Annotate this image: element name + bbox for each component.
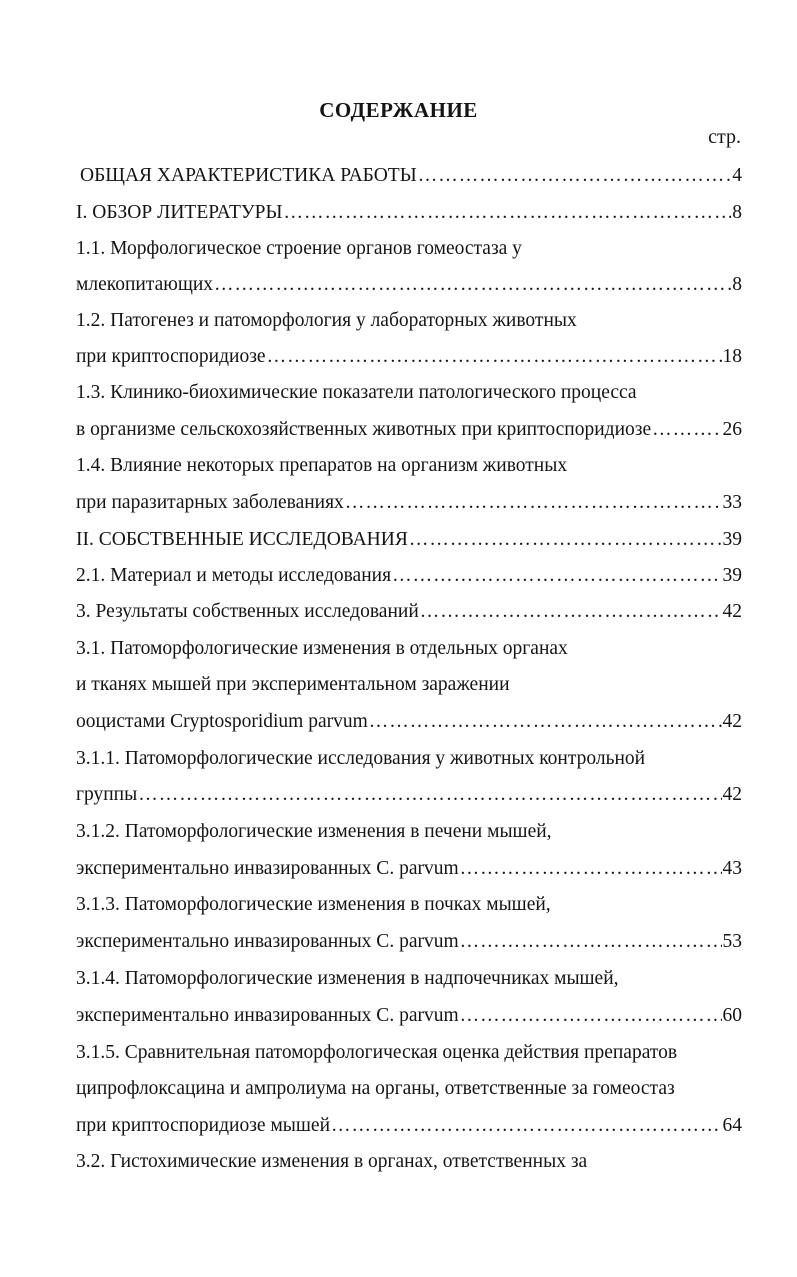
toc-page-number: 60 bbox=[722, 1005, 742, 1026]
dot-leader bbox=[284, 200, 732, 226]
toc-entry-text: экспериментально инвазированных C. parvum bbox=[76, 858, 459, 879]
toc-page-number: 4 bbox=[732, 165, 742, 186]
toc-entry-text: 3.1.5. Сравнительная патоморфологическая оценка действия препаратов bbox=[76, 1042, 678, 1063]
dot-leader bbox=[138, 782, 721, 808]
toc-entry-text: экспериментально инвазированных C. parvum bbox=[76, 1005, 459, 1026]
dot-leader bbox=[460, 856, 722, 882]
toc-line bbox=[76, 746, 742, 772]
toc-line bbox=[76, 672, 742, 698]
toc-line bbox=[76, 599, 742, 625]
toc-line bbox=[76, 709, 742, 735]
toc-line bbox=[76, 308, 742, 334]
toc-page-number: 18 bbox=[722, 346, 742, 367]
toc-page-number: 33 bbox=[722, 492, 742, 513]
toc-entry-text: при криптоспоридиозе bbox=[76, 346, 266, 367]
toc-entry-text: I. ОБЗОР ЛИТЕРАТУРЫ bbox=[76, 202, 283, 223]
toc-entry-text: 3.2. Гистохимические изменения в органах, ответственных за bbox=[76, 1151, 588, 1172]
toc-entry-text: II. СОБСТВЕННЫЕ ИССЛЕДОВАНИЯ bbox=[76, 529, 408, 550]
toc-entry-text: 1.2. Патогенез и патоморфология у лабораторных животных bbox=[76, 310, 577, 331]
dot-leader bbox=[418, 163, 732, 189]
toc-line bbox=[76, 892, 742, 918]
toc-line bbox=[76, 819, 742, 845]
toc-entry-text: 1.4. Влияние некоторых препаратов на организм животных bbox=[76, 455, 568, 476]
dot-leader bbox=[460, 929, 722, 955]
toc-page-number: 8 bbox=[732, 274, 742, 295]
toc-entry-text: при паразитарных заболеваниях bbox=[76, 492, 344, 513]
toc-line bbox=[76, 236, 742, 262]
toc-line bbox=[76, 929, 742, 955]
toc-line bbox=[76, 527, 742, 553]
toc-page-number: 39 bbox=[722, 529, 742, 550]
toc-page-number: 42 bbox=[722, 784, 742, 805]
toc-line bbox=[76, 856, 742, 882]
toc-line bbox=[76, 490, 742, 516]
toc-entry-text: 2.1. Материал и методы исследования bbox=[76, 565, 392, 586]
toc-line bbox=[76, 417, 742, 443]
toc-entry-text: 3.1.4. Патоморфологические изменения в надпочечниках мышей, bbox=[76, 968, 619, 989]
dot-leader bbox=[420, 599, 722, 625]
toc-entry-text: 3.1.1. Патоморфологические исследования у животных контрольной bbox=[76, 748, 646, 769]
dot-leader bbox=[652, 417, 721, 443]
dot-leader bbox=[331, 1113, 721, 1139]
toc-title: СОДЕРЖАНИЕ bbox=[319, 98, 478, 122]
dot-leader bbox=[392, 563, 721, 589]
toc-entry-text: экспериментально инвазированных C. parvum bbox=[76, 931, 459, 952]
toc-entry-text: 1.3. Клинико-биохимические показатели патологического процесса bbox=[76, 382, 637, 403]
toc-page-number: 53 bbox=[722, 931, 742, 952]
toc-entry-text: 3. Результаты собственных исследований bbox=[76, 601, 419, 622]
toc-line bbox=[76, 1003, 742, 1029]
dot-leader bbox=[409, 527, 722, 553]
toc-entry-text: в организме сельскохозяйственных животных при криптоспоридиозе bbox=[76, 419, 652, 440]
toc-line bbox=[76, 1113, 742, 1139]
toc-page-number: 64 bbox=[722, 1115, 742, 1136]
page-column-label: стр. bbox=[708, 126, 741, 148]
toc-line bbox=[76, 344, 742, 370]
dot-leader bbox=[267, 344, 722, 370]
toc-page-number: 43 bbox=[722, 858, 742, 879]
toc-entry-text: и тканях мышей при экспериментальном заражении bbox=[76, 674, 510, 695]
toc-page-number: 8 bbox=[732, 202, 742, 223]
toc-entry-text: 3.1.3. Патоморфологические изменения в почках мышей, bbox=[76, 894, 551, 915]
toc-line bbox=[76, 636, 742, 662]
toc-line bbox=[76, 782, 742, 808]
toc-line bbox=[76, 453, 742, 479]
toc-page-number: 42 bbox=[722, 601, 742, 622]
toc-line bbox=[76, 272, 742, 298]
toc-entry-text: при криптоспоридиозе мышей bbox=[76, 1115, 331, 1136]
toc-page-number: 26 bbox=[722, 419, 742, 440]
toc-line bbox=[76, 380, 742, 406]
dot-leader bbox=[214, 272, 731, 298]
toc-entry-text: 3.1.2. Патоморфологические изменения в печени мышей, bbox=[76, 821, 552, 842]
toc-line bbox=[76, 1076, 742, 1102]
toc-entry-text: ооцистами Cryptosporidium parvum bbox=[76, 711, 368, 732]
toc-entry-text: ОБЩАЯ ХАРАКТЕРИСТИКА РАБОТЫ bbox=[80, 165, 417, 186]
toc-entry-text: группы bbox=[76, 784, 138, 805]
toc-line bbox=[80, 163, 742, 189]
toc-entry-text: 3.1. Патоморфологические изменения в отдельных органах bbox=[76, 638, 568, 659]
toc-line bbox=[76, 200, 742, 226]
toc-line bbox=[76, 1149, 742, 1175]
toc-page-number: 39 bbox=[722, 565, 742, 586]
dot-leader bbox=[369, 709, 722, 735]
toc-page-number: 42 bbox=[722, 711, 742, 732]
toc-entry-text: 1.1. Морфологическое строение органов гомеостаза у bbox=[76, 238, 522, 259]
toc-line bbox=[76, 1040, 742, 1066]
dot-leader bbox=[460, 1003, 722, 1029]
dot-leader bbox=[345, 490, 722, 516]
toc-entry-text: ципрофлоксацина и ампролиума на органы, ответственные за гомеостаз bbox=[76, 1078, 675, 1099]
toc-line bbox=[76, 563, 742, 589]
toc-entry-text: млекопитающих bbox=[76, 274, 214, 295]
toc-line bbox=[76, 966, 742, 992]
